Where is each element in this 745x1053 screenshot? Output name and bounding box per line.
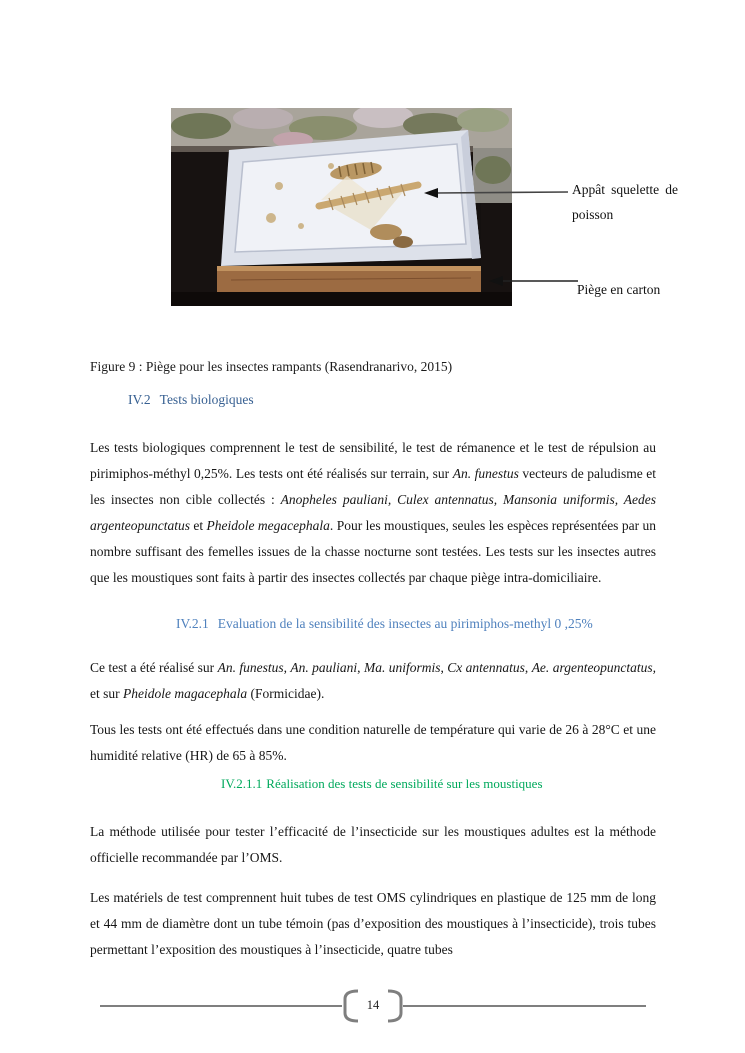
section-title: Réalisation des tests de sensibilité sur les moustiques <box>266 776 543 791</box>
page-number: 14 <box>366 998 380 1012</box>
section-number: IV.2.1 <box>176 616 209 631</box>
section-heading-iv2 <box>128 392 254 408</box>
section-heading-iv211 <box>221 776 543 792</box>
section-title: Evaluation de la sensibilité des insectes au pirimiphos-methyl 0 ,25% <box>217 616 593 631</box>
trap-photo-illustration <box>171 108 512 306</box>
section-number: IV.2 <box>128 392 151 407</box>
bait-arrow <box>422 185 572 201</box>
trap-photo <box>171 108 512 306</box>
section-title: Tests biologiques <box>159 392 254 407</box>
section-number: IV.2.1.1 <box>221 776 263 791</box>
section-heading-iv21 <box>176 616 593 632</box>
paragraph-tests-biologiques: Les tests biologiques comprennent le test de sensibilité, le test de rémanence et le test de répulsion au pirimiphos-méthyl 0,25%. Les tests ont été réalisés sur terrain, sur An. funestus vecteurs de paludisme et les insectes non cible collectés : Anopheles pauliani, Culex antennatus, Mansonia uniformis, Aedes argenteopunctatus et Pheidole megacephala. Pour les moustiques, seules les espèces représentées par un nombre suffisant des femelles issues de la chasse nocturne sont testées. Les tests sur les insectes autres que les moustiques sont faits à partir des insectes collectés par chaque piège intra-domiciliaire. <box>90 439 657 585</box>
figure-caption: Figure 9 : Piège pour les insectes rampants (Rasendranarivo, 2015) <box>90 359 453 374</box>
trap-arrow <box>488 273 580 289</box>
paragraph-conditions: Tous les tests ont été effectués dans une condition naturelle de température qui varie de 26 à 28°C et une humidité relative (HR) de 65 à 85%. <box>90 721 656 763</box>
paragraph-methode-oms: La méthode utilisée pour tester l’efficacité de l’insecticide sur les moustiques adultes est la méthode officielle recommandée par l’OMS. <box>90 823 656 865</box>
paragraph-especes-testees: Ce test a été réalisé sur An. funestus, An. pauliani, Ma. uniformis, Cx antennatus, Ae. argenteopunctatus, et sur Pheidole magacephala (Formicidae). <box>90 659 657 701</box>
bait-label: Appât squelette de poisson <box>572 182 678 222</box>
trap-label: Piège en carton <box>577 282 661 297</box>
paragraph-materiels: Les matériels de test comprennent huit tubes de test OMS cylindriques en plastique de 125 mm de long et 44 mm de diamètre dont un tube témoin (pas d’exposition des moustiques à l’insecticide), trois tubes permettant l’exposition des moustiques à l’insecticide, quatre tubes <box>90 889 656 957</box>
